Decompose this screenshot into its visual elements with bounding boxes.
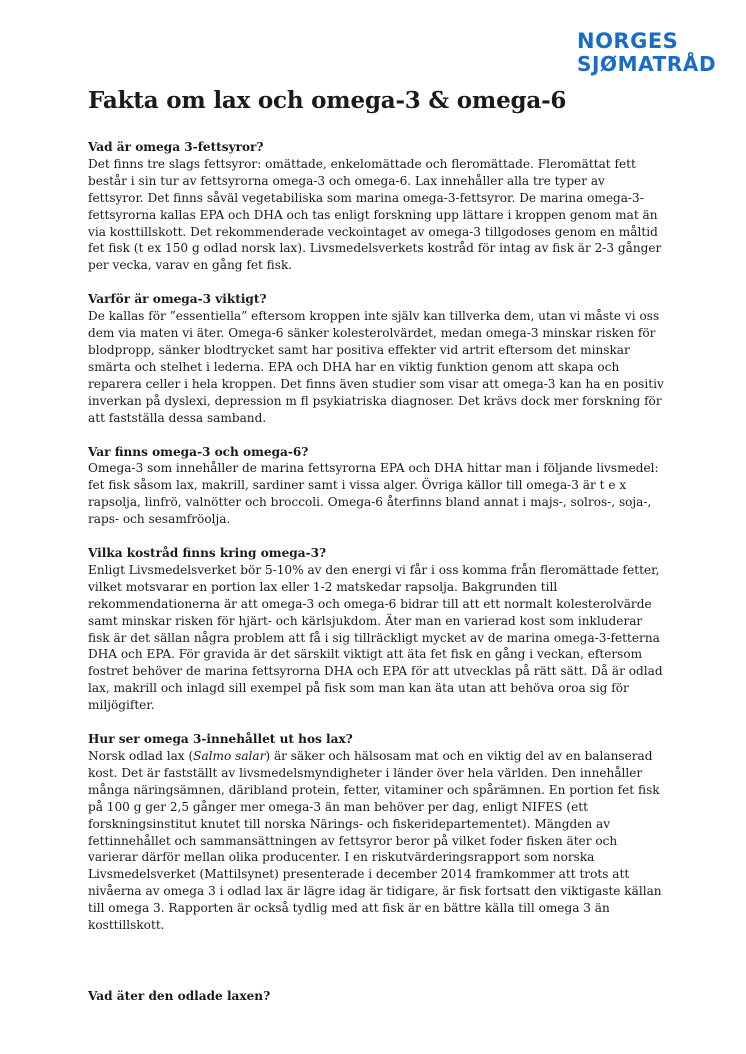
text-part: Norsk odlad lax (	[88, 749, 194, 763]
section-text	[88, 748, 664, 934]
section-heading: Varför är omega-3 viktigt?	[88, 292, 267, 307]
page-title: Fakta om lax och omega-3 & omega-6	[88, 87, 567, 114]
section-diet-advice	[88, 545, 664, 714]
section-omega3-what	[88, 139, 664, 274]
section-heading: Vad är omega 3-fettsyror?	[88, 140, 264, 154]
section-omega3-why	[88, 291, 664, 426]
text-part: ) är säker och hälsosam mat och en viktig del av en balanserad kost. Det är fastställt av livsmedelsmyndigheter i länder över hela världen. Den innehåller många näringsämnen, däribland protein, fetter, vitaminer och spårämnen. En portion fet fisk på 100 g ger 2,5 gånger mer omega-3 än man behöver per dag, enligt NIFES (ett forskningsinstitut knutet till norska Närings- och fiskeridepartementet). Mängden av fettinnehållet och sammansättningen av fettsyror beror på vilket foder fisken äter och varierar därför mellan olika producenter. I en riskutvärderingsrapport som norska Livsmedelsverket (Mattilsynet) presenterade i december 2014 framkommer att trots att nivåerna av omega 3 i odlad lax är lägre idag är tidigare, är fisk fortsatt den viktigaste källan till omega 3. Rapporten är också tydlig med att fisk är en bättre källa till omega 3 än kosttillskott.	[88, 749, 662, 933]
section-salmon-feed	[88, 988, 664, 1005]
section-text: Enligt Livsmedelsverket bör 5-10% av den energi vi får i oss komma från fleromättade fetter, vilket motsvarar en portion lax eller 1-2 matskedar rapsolja. Bakgrunden till rekommendationerna är att omega-3 och omega-6 bidrar till att ett normalt kolesterolvärde samt minskar risken för hjärt- och kärlsjukdom. Äter man en varierad kost som inkluderar fisk är det sällan några problem att få i sig tillräckligt mycket av de marina omega-3-fetterna DHA och EPA. För gravida är det särskilt viktigt att äta fet fisk en gång i veckan, eftersom fostret behöver de marina fettsyrorna DHA och EPA för att utvecklas på rätt sätt. Då är odlad lax, makrill och inlagd sill exempel på fisk som man kan äta utan att behöva oroa sig för miljögifter.	[88, 562, 663, 713]
section-text: Omega-3 som innehåller de marina fettsyrorna EPA och DHA hittar man i följande livsmedel: fet fisk såsom lax, makrill, sardiner samt i vissa alger. Övriga källor till omega-3 är t e x rapsolja, linfrö, valnötter och broccoli. Omega-6 återfinns bland annat i majs-, solros-, soja-, raps- och sesamfröolja.	[88, 461, 659, 527]
section-heading: Var finns omega-3 och omega-6?	[88, 444, 309, 459]
section-heading: Vad äter den odlade laxen?	[88, 988, 271, 1003]
section-text: Det finns tre slags fettsyror: omättade, enkelomättade och fleromättade. Fleromättat fett består i sin tur av fettsyrorna omega-3 och omega-6. Lax innehåller alla tre typer av fettsyror. Det finns såväl vegetabiliska som marina omega-3-fettsyror. De marina omega-3-fettsyrorna kallas EPA och DHA och tas enligt forskning upp lättare i kroppen genom mat än via kosttillskott. Det rekommenderade veckointaget av omega-3 tillgodoses genom en måltid fet fisk (t ex 150 g odlad norsk lax). Livsmedelsverkets kostråd för intag av fisk är 2-3 gånger per vecka, varav en gång fet fisk.	[88, 156, 662, 273]
logo-line-1: NORGES	[577, 29, 679, 53]
section-salmon-content	[88, 731, 664, 934]
section-heading: Hur ser omega 3-innehållet ut hos lax?	[88, 732, 353, 747]
section-omega-where	[88, 444, 664, 529]
section-heading: Vilka kostråd finns kring omega-3?	[88, 546, 327, 561]
norges-sjomatrad-logo	[577, 30, 716, 76]
section-text: De kallas för ”essentiella” eftersom kroppen inte själv kan tillverka dem, utan vi måste vi oss dem via maten vi äter. Omega-6 sänker kolesterolvärdet, medan omega-3 minskar risken för blodpropp, sänker blodtrycket samt har positiva effekter vid artrit eftersom det minskar smärta och stelhet i lederna. EPA och DHA har en viktig funktion genom att skapa och reparera celler i hela kroppen. Det finns även studier som visar att omega-3 kan ha en positiv inverkan på dyslexi, depression m fl psykiatriska diagnoser. Det krävs dock mer forskning för att fastställa dessa samband.	[88, 309, 664, 425]
species-name: Salmo salar	[193, 749, 266, 763]
logo-line-2: SJØMATRÅD	[577, 52, 717, 76]
document-body	[88, 86, 664, 1022]
